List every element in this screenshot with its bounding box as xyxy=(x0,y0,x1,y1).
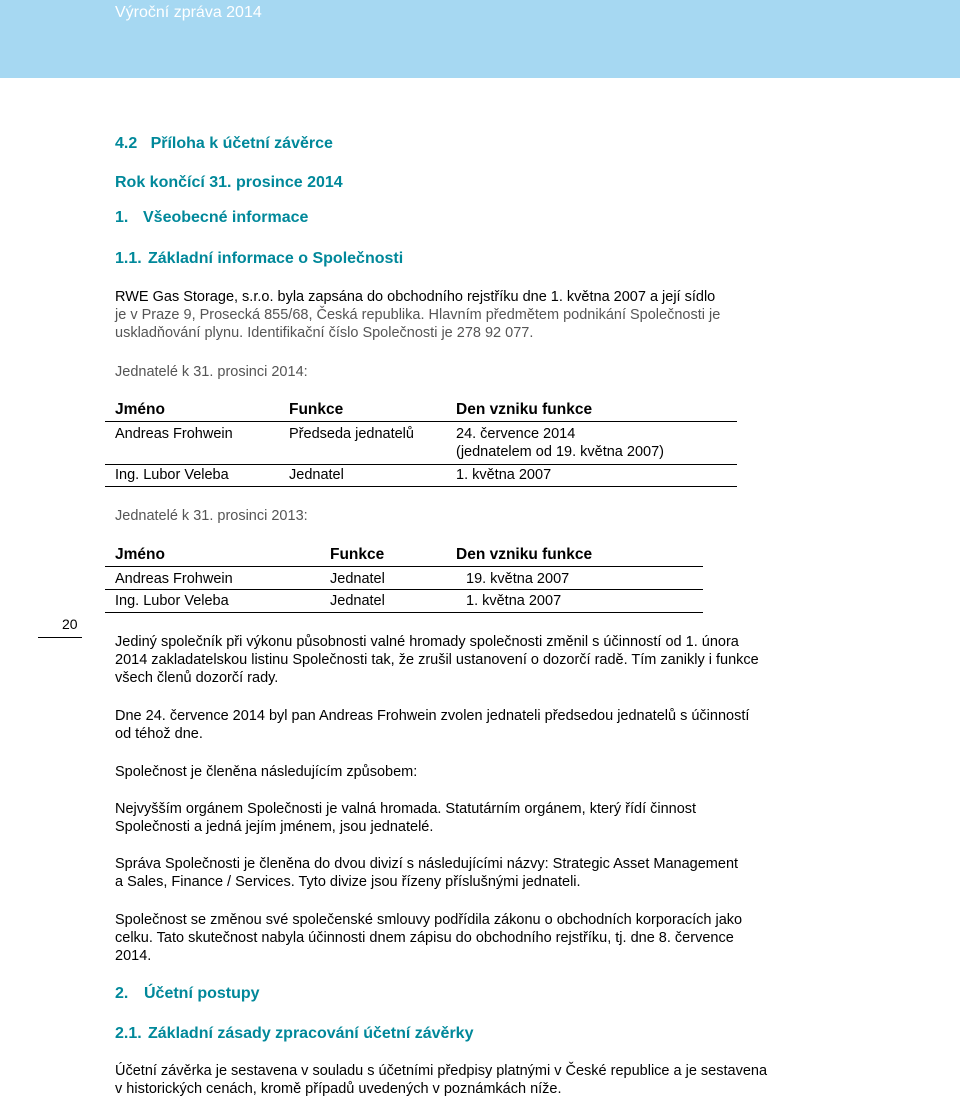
text-line: Správa Společnosti je členěna do dvou divizí s následujícími názvy: Strategic Asset Management xyxy=(115,856,739,872)
section-number: 1. xyxy=(115,209,129,226)
column-header-name: Jméno xyxy=(115,546,165,563)
paragraph xyxy=(115,911,742,965)
section-number: 1.1. xyxy=(115,250,142,267)
intro-paragraph xyxy=(115,288,720,343)
cell-role: Předseda jednatelů xyxy=(289,426,414,442)
page-number: 20 xyxy=(62,616,78,632)
column-header-date: Den vzniku funkce xyxy=(456,546,593,563)
cell-role: Jednatel xyxy=(330,571,385,587)
year-heading: Rok končící 31. prosince 2014 xyxy=(115,174,343,191)
paragraph xyxy=(115,1062,767,1098)
paragraph xyxy=(115,800,696,836)
section-label: Základní zásady zpracování účetní závěrky xyxy=(148,1025,474,1042)
table-2013-caption: Jednatelé k 31. prosinci 2013: xyxy=(115,508,308,524)
text-line: 2014 zakladatelskou listinu Společnosti tak, že zrušil ustanovení o dozorčí radě. Tím zanikly i funkce xyxy=(115,652,759,668)
text-line: a Sales, Finance / Services. Tyto divize jsou řízeny příslušnými jednateli. xyxy=(115,874,581,890)
section-number: 2.1. xyxy=(115,1025,142,1042)
cell-name: Andreas Frohwein xyxy=(115,571,233,587)
cell-role: Jednatel xyxy=(289,467,344,483)
text-line: Společnosti a jedná jejím jménem, jsou jednatelé. xyxy=(115,819,434,835)
section-heading-4-2: 4.2 Příloha k účetní závěrce xyxy=(115,135,333,152)
header-band xyxy=(0,0,960,78)
cell-date-note: (jednatelem od 19. května 2007) xyxy=(456,444,664,460)
column-header-name: Jméno xyxy=(115,401,165,418)
text-line: všech členů dozorčí rady. xyxy=(115,670,279,686)
cell-date: 1. května 2007 xyxy=(456,467,552,483)
text-line: Společnost je členěna následujícím způsobem: xyxy=(115,764,418,780)
page-number-rule xyxy=(38,637,82,638)
cell-role: Jednatel xyxy=(330,593,385,609)
text-line: v historických cenách, kromě případů uvedených v poznámkách níže. xyxy=(115,1081,562,1097)
text-line: Dne 24. července 2014 byl pan Andreas Frohwein zvolen jednateli předsedou jednatelů s účinností xyxy=(115,708,750,724)
column-header-role: Funkce xyxy=(289,401,344,418)
section-label: Účetní postupy xyxy=(144,985,260,1002)
text-line: Účetní závěrka je sestavena v souladu s účetními předpisy platnými v České republice a je sestavena xyxy=(115,1063,768,1079)
text-line: Společnost se změnou své společenské smlouvy podřídila zákonu o obchodních korporacích jako xyxy=(115,912,743,928)
text-line: 2014. xyxy=(115,948,152,964)
text-line: je v Praze 9, Prosecká 855/68, Česká republika. Hlavním předmětem podnikání Společnosti je xyxy=(115,307,721,324)
cell-date: 1. května 2007 xyxy=(466,593,562,609)
section-heading-1-1 xyxy=(115,250,403,268)
table-rule xyxy=(105,486,737,487)
text-line: Jediný společník při výkonu působnosti valné hromady společnosti změnil s účinností od 1. února xyxy=(115,634,739,650)
report-title: Výroční zpráva 2014 xyxy=(115,4,262,21)
cell-date: 24. července 2014 xyxy=(456,426,576,442)
table-rule xyxy=(105,464,737,465)
column-header-role: Funkce xyxy=(330,546,385,563)
cell-name: Ing. Lubor Veleba xyxy=(115,593,229,609)
table-rule xyxy=(105,612,703,613)
table-rule xyxy=(105,421,737,422)
section-label: Základní informace o Společnosti xyxy=(148,250,404,267)
text-line: RWE Gas Storage, s.r.o. byla zapsána do obchodního rejstříku dne 1. května 2007 a její sídlo xyxy=(115,289,716,305)
section-heading-1 xyxy=(115,209,308,227)
table-2014-caption: Jednatelé k 31. prosinci 2014: xyxy=(115,364,308,380)
cell-name: Andreas Frohwein xyxy=(115,426,233,442)
text-line: celku. Tato skutečnost nabyla účinnosti dnem zápisu do obchodního rejstříku, tj. dne 8. července xyxy=(115,930,734,946)
text-line: uskladňování plynu. Identifikační číslo Společnosti je 278 92 077. xyxy=(115,325,534,342)
column-header-date: Den vzniku funkce xyxy=(456,401,593,418)
paragraph xyxy=(115,707,749,743)
section-label: Všeobecné informace xyxy=(143,209,309,226)
cell-date: 19. května 2007 xyxy=(466,571,570,587)
section-heading-2-1 xyxy=(115,1025,473,1043)
paragraph xyxy=(115,763,417,781)
table-rule xyxy=(105,566,703,567)
paragraph xyxy=(115,633,759,687)
paragraph xyxy=(115,855,738,891)
section-heading-2 xyxy=(115,985,260,1003)
cell-name: Ing. Lubor Veleba xyxy=(115,467,229,483)
section-number: 2. xyxy=(115,985,129,1002)
text-line: od téhož dne. xyxy=(115,726,203,742)
table-rule xyxy=(105,589,703,590)
text-line: Nejvyšším orgánem Společnosti je valná hromada. Statutárním orgánem, který řídí činnost xyxy=(115,801,697,817)
